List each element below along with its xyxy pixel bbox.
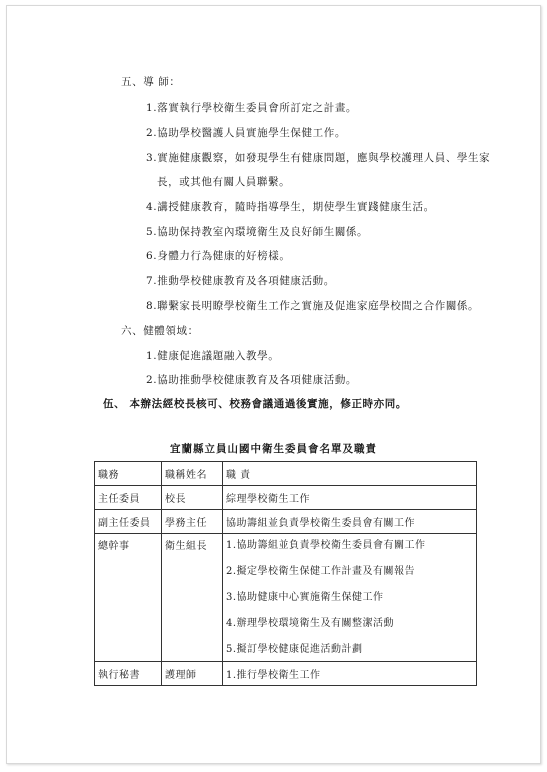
row-title: 護理師 xyxy=(162,662,223,686)
duty-item: 2.擬定學校衛生保健工作計畫及有關報告 xyxy=(226,566,416,577)
section-5-item-1: 1.落實執行學校衛生委員會所訂定之計畫。 xyxy=(146,102,358,114)
table-header-row xyxy=(95,462,477,486)
section-5-item-6: 6.身體力行為健康的好榜樣。 xyxy=(146,250,291,262)
closing-statement: 伍、 本辦法經校長核可、校務會議通過後實施，修正時亦同。 xyxy=(103,398,407,410)
row-title: 校長 xyxy=(162,486,223,510)
section-6-item-2: 2.協助推動學校健康教育及各項健康活動。 xyxy=(146,374,358,386)
section-6-item-1: 1.健康促進議題融入教學。 xyxy=(146,350,280,362)
header-duties: 職 責 xyxy=(223,462,477,486)
row-title: 學務主任 xyxy=(162,510,223,534)
section-6-heading: 六、健體領域： xyxy=(121,325,199,337)
section-5-item-8: 8.聯繫家長明瞭學校衛生工作之實施及促進家庭學校間之合作關係。 xyxy=(146,300,480,312)
section-5-item-5: 5.協助保持教室內環境衛生及良好師生關係。 xyxy=(146,226,369,238)
row-role: 執行秘書 xyxy=(95,662,162,686)
row-title: 衛生組長 xyxy=(162,534,223,662)
header-role: 職務 xyxy=(95,462,162,486)
row-duty: 綜理學校衛生工作 xyxy=(223,486,477,510)
table-row xyxy=(95,534,477,662)
row-role: 副主任委員 xyxy=(95,510,162,534)
committee-table xyxy=(94,461,477,686)
section-5-item-2: 2.協助學校醫護人員實施學生保健工作。 xyxy=(146,127,346,139)
row-role: 總幹事 xyxy=(95,534,162,662)
duty-item: 5.擬訂學校健康促進活動計劃 xyxy=(226,644,363,655)
row-duty: 協助籌組並負責學校衛生委員會有關工作 xyxy=(223,510,477,534)
table-row xyxy=(95,662,477,686)
row-duties xyxy=(223,534,477,662)
row-duty: 1.推行學校衛生工作 xyxy=(223,662,477,686)
table-title: 宜蘭縣立員山國中衛生委員會名單及職責 xyxy=(170,443,377,455)
header-title: 職稱姓名 xyxy=(162,462,223,486)
duty-item: 4.辦理學校環境衛生及有關整潔活動 xyxy=(226,618,395,629)
section-5-item-7: 7.推動學校健康教育及各項健康活動。 xyxy=(146,275,335,287)
section-5-heading: 五、導 師： xyxy=(121,76,181,88)
table-row xyxy=(95,510,477,534)
duty-item: 3.協助健康中心實施衛生保健工作 xyxy=(226,592,384,603)
section-5-item-3: 3.實施健康觀察，如發現學生有健康問題，應與學校護理人員、學生家 xyxy=(146,152,491,164)
section-5-item-3-cont: 長，或其他有關人員聯繫。 xyxy=(157,176,291,188)
row-role: 主任委員 xyxy=(95,486,162,510)
table-row xyxy=(95,486,477,510)
document-page xyxy=(6,5,541,764)
section-5-item-4: 4.講授健康教育，隨時指導學生，期使學生實踐健康生活。 xyxy=(146,201,435,213)
duty-item: 1.協助籌組並負責學校衛生委員會有關工作 xyxy=(226,540,426,551)
